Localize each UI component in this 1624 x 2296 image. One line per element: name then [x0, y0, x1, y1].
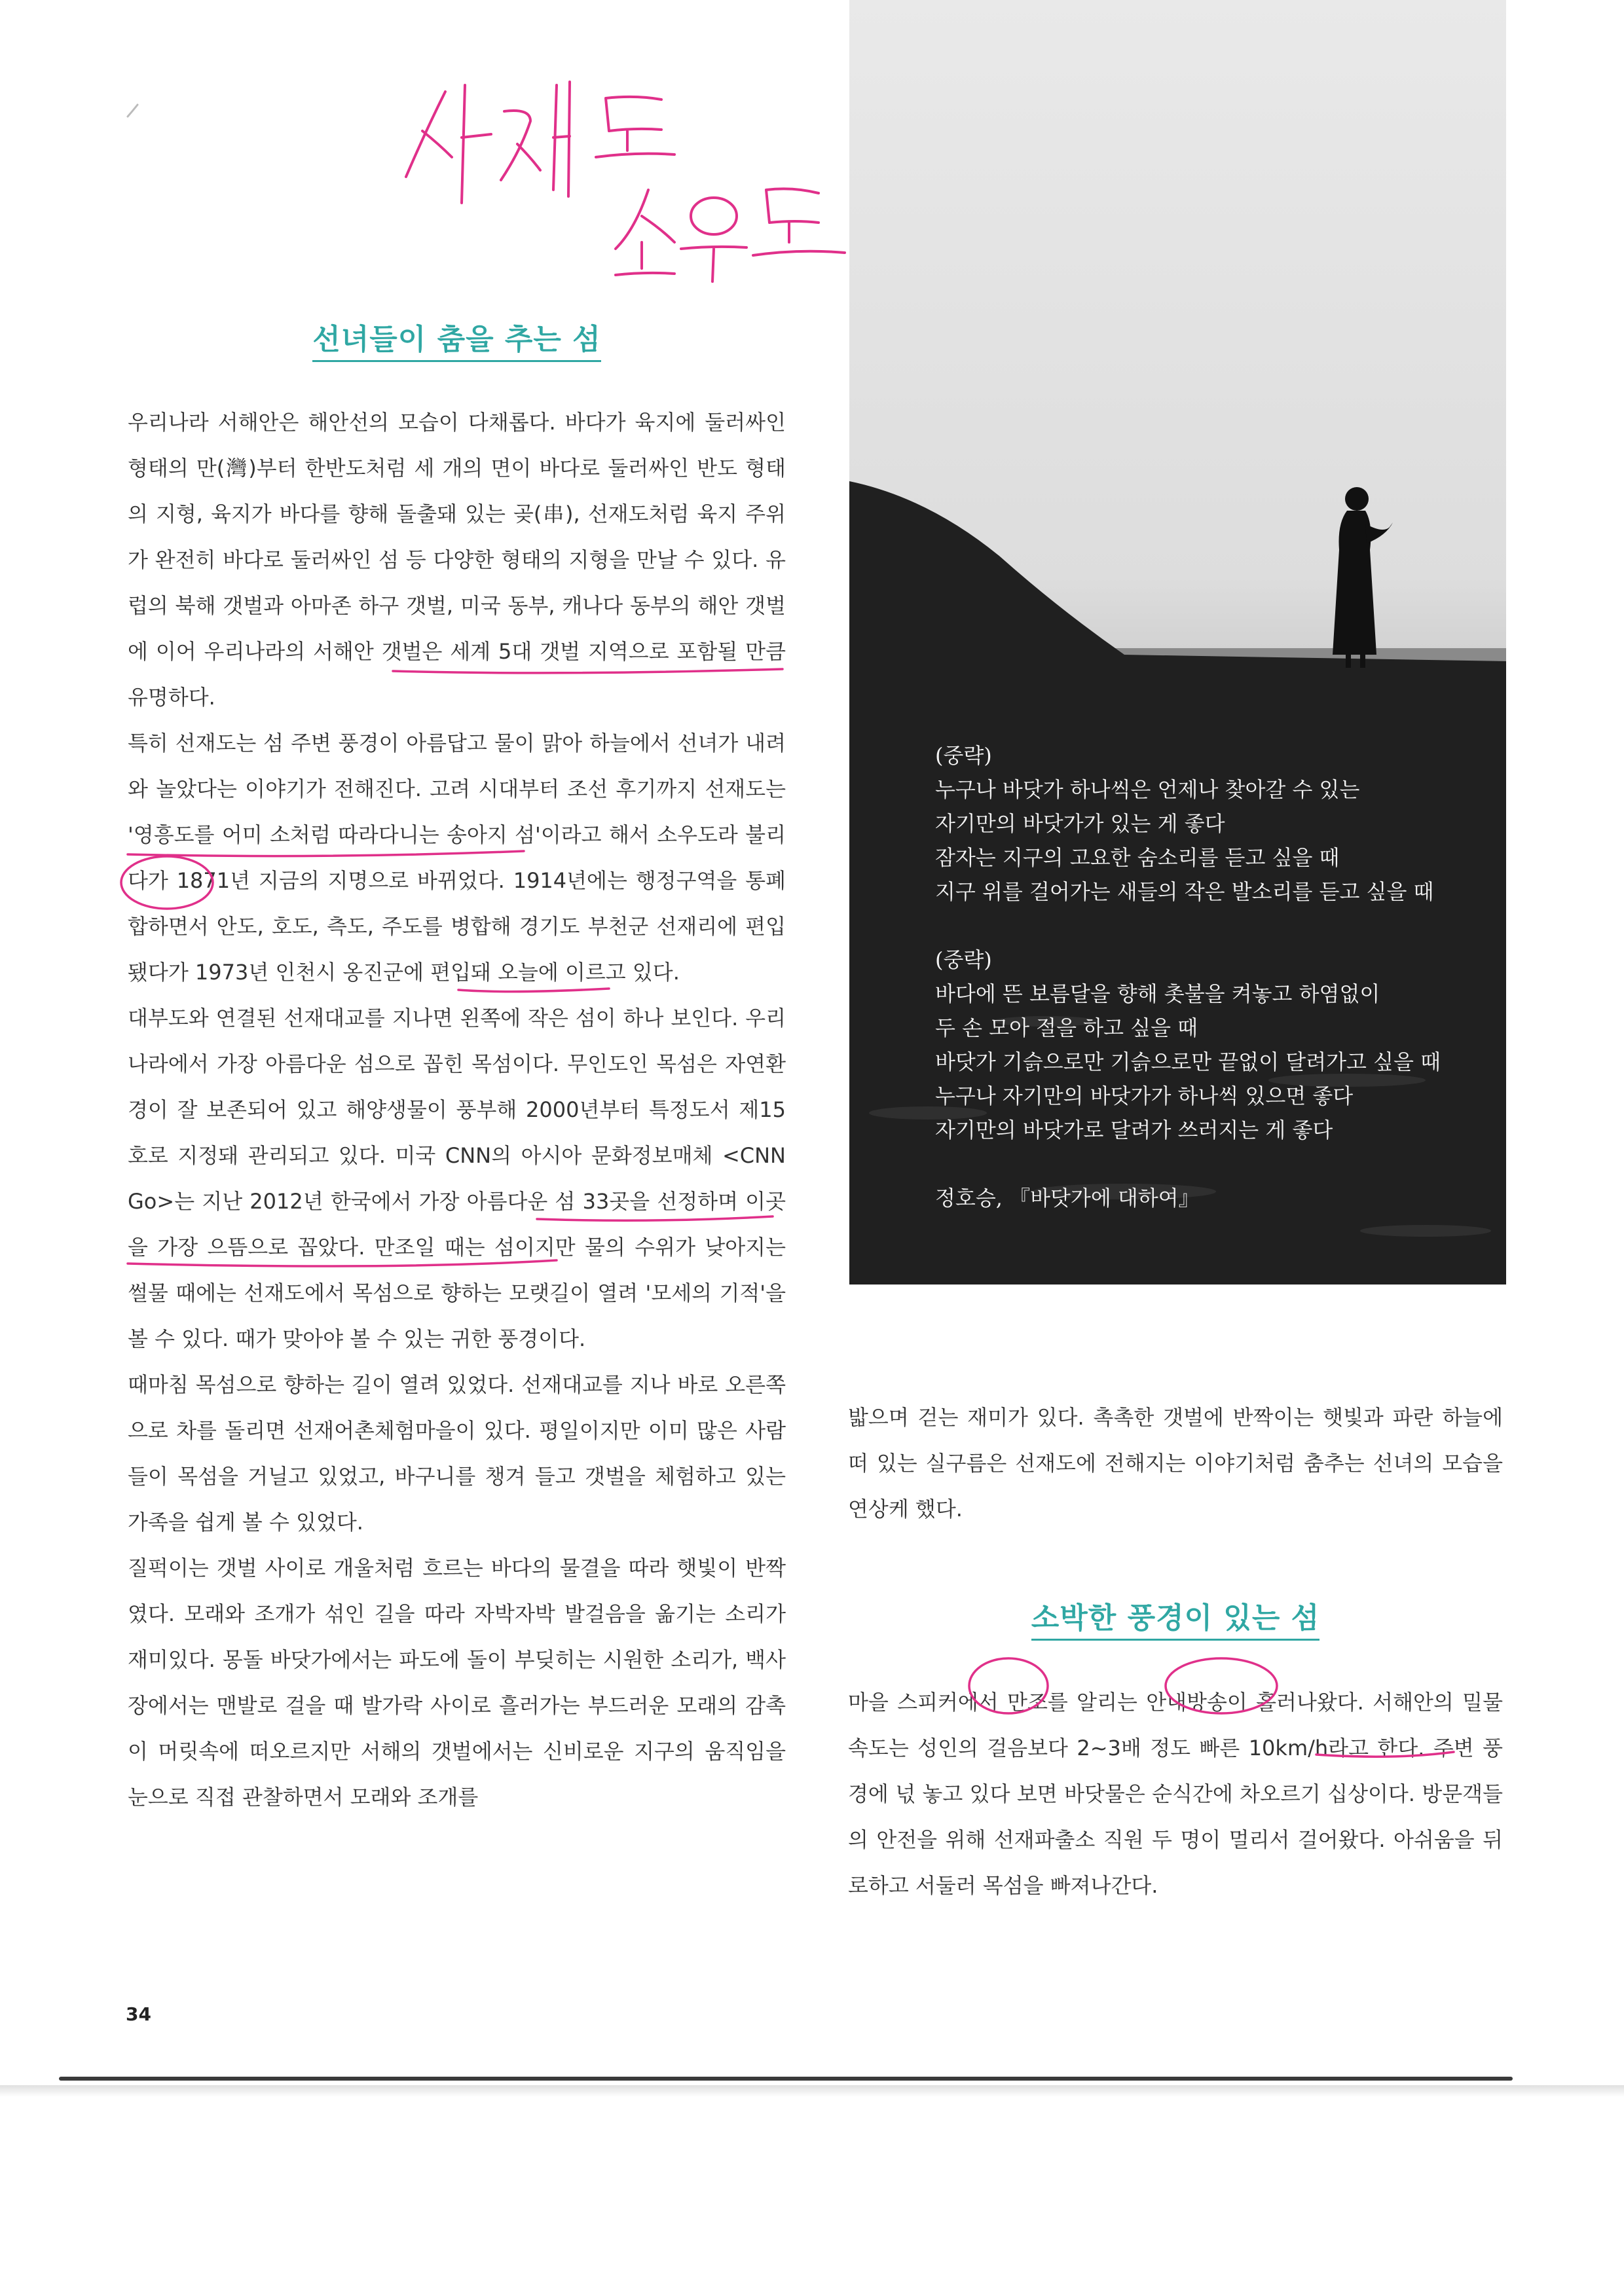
poem-line: 두 손 모아 절을 하고 싶을 때	[935, 1015, 1198, 1040]
paragraph: 마을 스피커에서 만조를 알리는 안내방송이 흘러나왔다. 서해안의 밀물 속도는 성인의 걸음보다 2~3배 정도 빠른 10km/h라고 한다. 주변 풍경에 넋 놓고 있다 보면 바닷물은 순식간에 차오르기 십상이다. 방문객들의 안전을 위해 선재파출소 직원 두 명이 멀리서 걸어왔다. 아쉬움을 뒤로하고 서둘러 목섬을 빠져나간다.	[848, 1690, 1503, 1898]
poem-line: 누구나 자기만의 바닷가가 하나씩 있으면 좋다	[935, 1084, 1354, 1108]
poem-line: 누구나 바닷가 하나씩은 언제나 찾아갈 수 있는	[935, 777, 1360, 802]
paragraph: 우리나라 서해안은 해안선의 모습이 다채롭다. 바다가 육지에 둘러싸인 형태의 만(灣)부터 한반도처럼 세 개의 면이 바다로 둘러싸인 반도 형태의 지형, 육지가 바다를 향해 돌출돼 있는 곶(串), 선재도처럼 육지 주위가 완전히 바다로 둘러싸인 섬 등 다양한 형태의 지형을 만날 수 있다. 유럽의 북해 갯벌과 아마존 하구 갯벌, 미국 동부, 캐나다 동부의 해안 갯벌에 이어 우리나라의 서해안 갯벌은 세계 5대 갯벌 지역으로 포함될 만큼 유명하다.	[128, 410, 786, 710]
scan-shadow	[0, 2085, 1624, 2097]
section-heading-2: 소박한 풍경이 있는 섬	[848, 1594, 1503, 1636]
poem-line: (중략)	[935, 947, 992, 972]
poem-line: 자기만의 바닷가로 달려가 쓰러지는 게 좋다	[935, 1118, 1333, 1142]
poem-line: 지구 위를 걸어가는 새들의 작은 발소리를 듣고 싶을 때	[935, 879, 1434, 904]
paragraph: 밟으며 걷는 재미가 있다. 촉촉한 갯벌에 반짝이는 햇빛과 파란 하늘에 떠 있는 실구름은 선재도에 전해지는 이야기처럼 춤추는 선녀의 모습을 연상케 했다.	[848, 1405, 1503, 1522]
poem-line: (중략)	[935, 743, 992, 768]
paragraph: 특히 선재도는 섬 주변 풍경이 아름답고 물이 맑아 하늘에서 선녀가 내려와 놀았다는 이야기가 전해진다. 고려 시대부터 조선 후기까지 선재도는 '영흥도를 어미 소처럼 따라다니는 송아지 섬'이라고 해서 소우도라 불리다가 1871년 지금의 지명으로 바뀌었다. 1914년에는 행정구역을 통폐합하면서 안도, 호도, 측도, 주도를 병합해 경기도 부천군 선재리에 편입됐다가 1973년 인천시 옹진군에 편입돼 오늘에 이르고 있다.	[128, 731, 786, 985]
footer-rule	[59, 2077, 1513, 2081]
poem-attribution: 정호승, 『바닷가에 대하여』	[935, 1186, 1200, 1211]
paragraph: 질퍽이는 갯벌 사이로 개울처럼 흐르는 바다의 물결을 따라 햇빛이 반짝였다. 모래와 조개가 섞인 길을 따라 자박자박 발걸음을 옮기는 소리가 재미있다. 몽돌 바닷가에서는 파도에 돌이 부딪히는 시원한 소리가, 백사장에서는 맨발로 걸을 때 발가락 사이로 흘러가는 부드러운 모래의 감촉이 머릿속에 떠오르지만 서해의 갯벌에서는 신비로운 지구의 움직임을 눈으로 직접 관찰하면서 모래와 조개를	[128, 1556, 786, 1810]
page-number: 34	[126, 2003, 151, 2025]
poem-line: 바다에 뜬 보름달을 향해 촛불을 켜놓고 하염없이	[935, 981, 1380, 1006]
poem-line: 바닷가 기슭으로만 기슭으로만 끝없이 달려가고 싶을 때	[935, 1049, 1441, 1074]
poem-line: 자기만의 바닷가가 있는 게 좋다	[935, 811, 1225, 836]
paragraph: 대부도와 연결된 선재대교를 지나면 왼쪽에 작은 섬이 하나 보인다. 우리나라에서 가장 아름다운 섬으로 꼽힌 목섬이다. 무인도인 목섬은 자연환경이 잘 보존되어 있고 해양생물이 풍부해 2000년부터 특정도서 제15호로 지정돼 관리되고 있다. 미국 CNN의 아시아 문화정보매체 <CNN Go>는 지난 2012년 한국에서 가장 아름다운 섬 33곳을 선정하며 이곳을 가장 으뜸으로 꼽았다. 만조일 때는 섬이지만 물의 수위가 낮아지는 썰물 때에는 선재도에서 목섬으로 향하는 모랫길이 열려 '모세의 기적'을 볼 수 있다. 때가 맞아야 볼 수 있는 귀한 풍경이다.	[128, 1006, 786, 1351]
section-heading-1: 선녀들이 춤을 추는 섬	[128, 316, 786, 357]
paragraph: 때마침 목섬으로 향하는 길이 열려 있었다. 선재대교를 지나 바로 오른쪽으로 차를 돌리면 선재어촌체험마을이 있다. 평일이지만 이미 많은 사람들이 목섬을 거닐고 있었고, 바구니를 챙겨 들고 갯벌을 체험하고 있는 가족을 쉽게 볼 수 있었다.	[128, 1372, 786, 1535]
poem-line: 잠자는 지구의 고요한 숨소리를 듣고 싶을 때	[935, 845, 1340, 870]
